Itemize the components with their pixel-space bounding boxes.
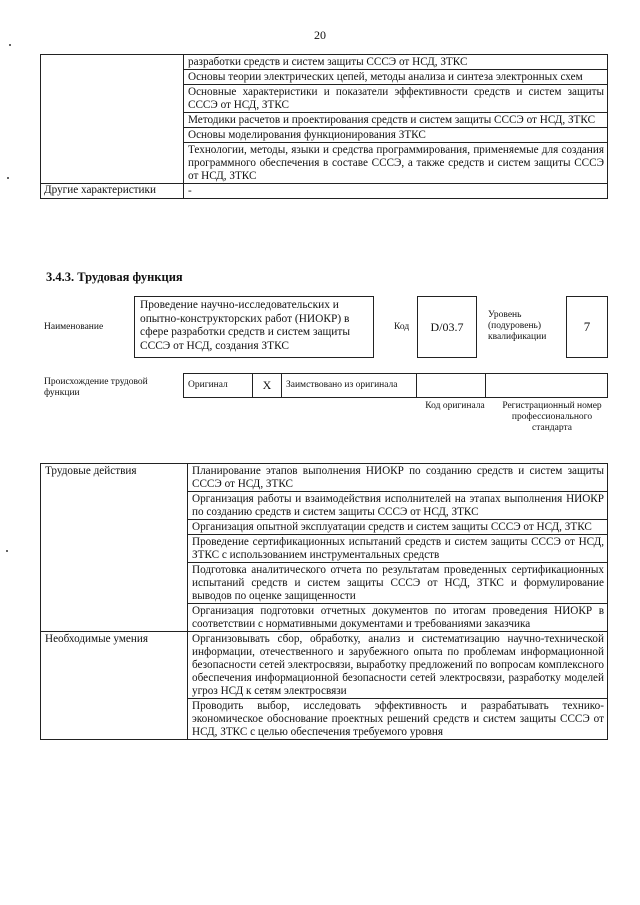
page-number: 20	[314, 28, 326, 42]
table-cell-left	[41, 55, 184, 184]
original-label: Оригинал	[184, 374, 253, 398]
section-heading: 3.4.3. Трудовая функция	[46, 270, 183, 284]
scan-speck	[7, 177, 9, 179]
registration-caption: Регистрационный номер профессионального стандарта	[502, 401, 602, 433]
scan-speck	[9, 44, 11, 46]
origin-table	[183, 373, 608, 398]
scan-speck	[6, 550, 8, 552]
action-item: Организация опытной эксплуатации средств и систем защиты СССЭ от НСД, ЗТКС	[188, 520, 608, 535]
table-row	[41, 184, 608, 199]
table-cell-right: Основы теории электрических цепей, методы анализа и синтеза электронных схем	[184, 70, 608, 85]
skill-item: Проводить выбор, исследовать эффективность и разрабатывать технико-экономическое обоснование проектных решений средств и систем защиты СССЭ от НСД, ЗТКС с целью обеспечения требуемого уровня	[188, 699, 608, 740]
table-cell-right: Методики расчетов и проектирования средств и систем защиты СССЭ от НСД, ЗТКС	[184, 113, 608, 128]
level-value: 7	[566, 296, 608, 358]
other-characteristics-value: -	[184, 184, 608, 199]
table-cell-right: Основы моделирования функционирования ЗТКС	[184, 128, 608, 143]
skills-label: Необходимые умения	[41, 632, 188, 740]
borrowed-label: Заимствовано из оригинала	[282, 374, 417, 398]
original-code-cell	[417, 374, 486, 398]
action-item: Организация работы и взаимодействия исполнителей на этапах выполнения НИОКР по созданию средств и систем защиты СССЭ от НСД, ЗТКС	[188, 492, 608, 520]
other-characteristics-label: Другие характеристики	[41, 184, 184, 199]
table-cell-right: Основные характеристики и показатели эффективности средств и систем защиты СССЭ от НСД, ЗТКС	[184, 85, 608, 113]
table-row	[184, 374, 608, 398]
table-row	[41, 464, 608, 492]
table-row	[41, 55, 608, 70]
skill-item: Организовывать сбор, обработку, анализ и систематизацию научно-технической информации, отечественного и зарубежного опыта по проблемам информационной безопасности сетей электросвязи, выработку предложений по вопросам комплексного обеспечения информационной безопасности сетей электросвязи, разработку моделей угроз НСД к сетям электросвязи	[188, 632, 608, 699]
table-cell-right: разработки средств и систем защиты СССЭ от НСД, ЗТКС	[184, 55, 608, 70]
code-caption: Код оригинала	[425, 401, 485, 411]
table-cell-right: Технологии, методы, языки и средства программирования, применяемые для создания программного обеспечения в составе СССЭ, а также средств и систем защиты СССЭ от НСД, ЗТКС	[184, 143, 608, 184]
actions-label: Трудовые действия	[41, 464, 188, 632]
code-value: D/03.7	[417, 296, 477, 358]
original-mark: X	[253, 374, 282, 398]
function-details-table	[40, 463, 608, 740]
action-item: Подготовка аналитического отчета по результатам проведенных сертификационных испытаний средств и систем защиты СССЭ от НСД, ЗТКС и формулирование выводов по оценке защищенности	[188, 563, 608, 604]
name-label: Наименование	[44, 322, 104, 332]
action-item: Проведение сертификационных испытаний средств и систем защиты СССЭ от НСД, ЗТКС с использованием инструментальных средств	[188, 535, 608, 563]
action-item: Планирование этапов выполнения НИОКР по созданию средств и систем защиты СССЭ от НСД, ЗТКС	[188, 464, 608, 492]
action-item: Организация подготовки отчетных документов по итогам проведения НИОКР в соответствии с нормативными документами и требованиями заказчика	[188, 604, 608, 632]
code-label: Код	[394, 322, 410, 332]
knowledge-table-continuation	[40, 54, 608, 199]
origin-label: Происхождение трудовой функции	[44, 377, 148, 398]
registration-number-cell	[486, 374, 608, 398]
level-label: Уровень (подуровень) квалификации	[488, 310, 547, 342]
table-row	[41, 632, 608, 699]
function-name-value: Проведение научно-исследовательских и опытно-конструкторских работ (НИОКР) в сфере разработки средств и систем защиты СССЭ от НСД, создания ЗТКС	[134, 296, 374, 358]
